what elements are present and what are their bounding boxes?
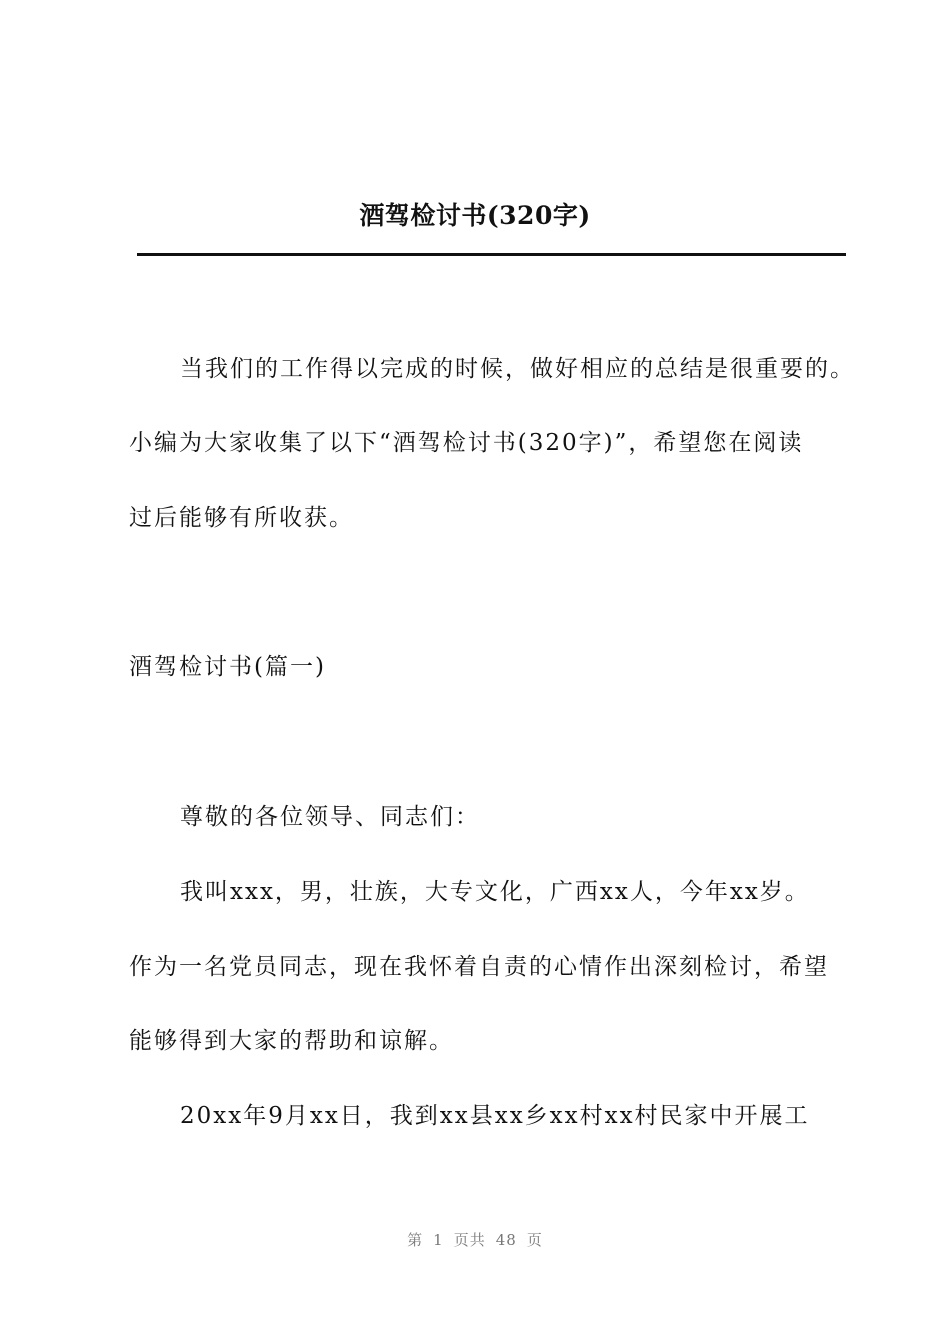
body-line-3: 作为一名党员同志，现在我怀着自责的心情作出深刻检讨，希望 xyxy=(129,954,829,980)
document-title: 酒驾检讨书(320字) xyxy=(359,201,591,230)
body-line-4: 能够得到大家的帮助和谅解。 xyxy=(129,1028,454,1054)
footer-page-number: 1 xyxy=(433,1231,444,1249)
intro-line-2: 小编为大家收集了以下“酒驾检讨书(320字)”，希望您在阅读 xyxy=(129,430,804,456)
intro-line-3: 过后能够有所收获。 xyxy=(129,505,354,531)
section-heading: 酒驾检讨书(篇一) xyxy=(129,654,326,680)
intro-line-1: 当我们的工作得以完成的时候，做好相应的总结是很重要的。 xyxy=(180,356,855,382)
body-line-2: 我叫xxx，男，壮族，大专文化，广西xx人，今年xx岁。 xyxy=(180,879,810,905)
footer-prefix: 第 xyxy=(407,1231,424,1249)
body-line-1: 尊敬的各位领导、同志们： xyxy=(180,804,480,830)
footer-mid: 页共 xyxy=(453,1231,486,1249)
page-footer xyxy=(0,1229,950,1250)
title-underline xyxy=(137,253,846,256)
body-line-5: 20xx年9月xx日，我到xx县xx乡xx村xx村民家中开展工 xyxy=(180,1103,810,1129)
footer-suffix: 页 xyxy=(526,1231,543,1249)
footer-total-pages: 48 xyxy=(495,1231,517,1249)
